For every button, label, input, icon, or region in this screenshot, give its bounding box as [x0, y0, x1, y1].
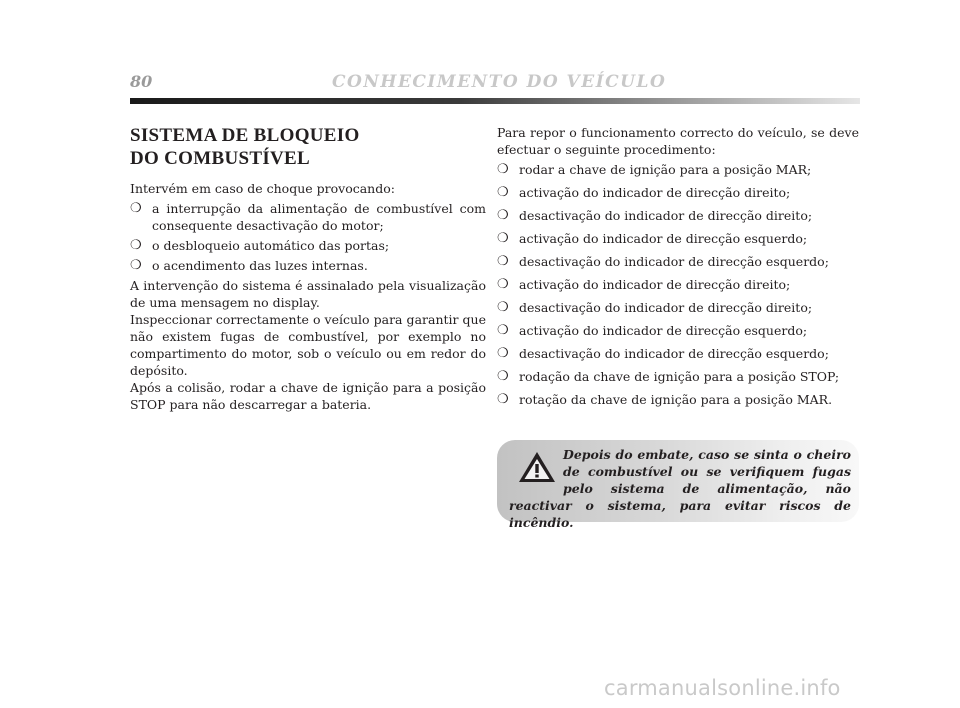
paragraph-display-message: A intervenção do sistema é assinalado pela visualização de uma mensagem no display. — [130, 278, 486, 310]
list-item — [497, 276, 859, 293]
bullet-circle-icon: ❍ — [497, 300, 509, 315]
section-title-line-1: SISTEMA DE BLOQUEIO — [130, 125, 360, 146]
watermark: carmanualsonline.info — [604, 676, 841, 700]
list-item — [497, 230, 859, 247]
list-item — [130, 257, 486, 274]
paragraph-inspection: Inspeccionar correctamente o veículo para garantir que não existem fugas de combustível, por exemplo no compartimento do motor, sob o veículo ou em redor do depósito. — [130, 312, 486, 378]
list-item — [497, 391, 859, 408]
list-item — [497, 368, 859, 385]
warning-text-block — [509, 446, 851, 531]
warning-text: Depois do embate, caso se sinta o cheiro de combustível ou se verifiquem fugas pelo sistema de alimentação, não reactivar o sistema, para evitar riscos de incêndio. — [509, 447, 851, 530]
bullet-circle-icon: ❍ — [497, 323, 509, 338]
paragraph-after-collision: Após a colisão, rodar a chave de ignição para a posição STOP para não descarregar a bateria. — [130, 380, 486, 412]
list-item-text: rotação da chave de ignição para a posição MAR. — [519, 392, 833, 407]
list-item-text: rodar a chave de ignição para a posição MAR; — [519, 162, 812, 177]
list-item-text: desactivação do indicador de direcção direito; — [519, 208, 813, 223]
bullet-circle-icon: ❍ — [497, 231, 509, 246]
header-rule — [130, 98, 860, 104]
left-column — [130, 124, 486, 413]
procedure-steps-list — [497, 161, 859, 408]
bullet-circle-icon: ❍ — [497, 254, 509, 269]
effects-list — [130, 200, 486, 274]
list-item-text: activação do indicador de direcção esquerdo; — [519, 231, 808, 246]
page-header — [130, 64, 860, 104]
bullet-circle-icon: ❍ — [130, 201, 142, 216]
bullet-circle-icon: ❍ — [130, 258, 142, 273]
bullet-circle-icon: ❍ — [497, 346, 509, 361]
section-title-line-2: DO COMBUSTÍVEL — [130, 148, 310, 169]
list-item — [497, 161, 859, 178]
warning-box — [497, 440, 859, 530]
list-item — [497, 345, 859, 362]
bullet-circle-icon: ❍ — [497, 277, 509, 292]
right-column — [497, 124, 859, 414]
list-item — [497, 207, 859, 224]
list-item-text: rodação da chave de ignição para a posição STOP; — [519, 369, 840, 384]
bullet-circle-icon: ❍ — [497, 392, 509, 407]
section-title — [130, 124, 486, 170]
bullet-circle-icon: ❍ — [497, 369, 509, 384]
list-item — [497, 322, 859, 339]
page-number: 80 — [130, 72, 153, 91]
list-item-text: desactivação do indicador de direcção esquerdo; — [519, 254, 829, 269]
list-item-text: o desbloqueio automático das portas; — [152, 238, 390, 253]
list-item — [497, 184, 859, 201]
chapter-title: CONHECIMENTO DO VEÍCULO — [332, 72, 667, 92]
list-item-text: desactivação do indicador de direcção esquerdo; — [519, 346, 829, 361]
list-item-text: activação do indicador de direcção direito; — [519, 185, 791, 200]
bullet-circle-icon: ❍ — [497, 208, 509, 223]
list-item — [497, 253, 859, 270]
bullet-circle-icon: ❍ — [497, 185, 509, 200]
list-item-text: activação do indicador de direcção direito; — [519, 277, 791, 292]
list-item — [130, 200, 486, 234]
intro-text: Intervém em caso de choque provocando: — [130, 181, 395, 196]
list-item-text: activação do indicador de direcção esquerdo; — [519, 323, 808, 338]
list-item-text: a interrupção da alimentação de combustível com consequente desactivação do motor; — [152, 201, 486, 233]
list-item — [497, 299, 859, 316]
procedure-intro: Para repor o funcionamento correcto do veículo, se deve efectuar o seguinte procedimento: — [497, 125, 859, 157]
bullet-circle-icon: ❍ — [497, 162, 509, 177]
list-item — [130, 237, 486, 254]
list-item-text: o acendimento das luzes internas. — [152, 258, 368, 273]
bullet-circle-icon: ❍ — [130, 238, 142, 253]
list-item-text: desactivação do indicador de direcção direito; — [519, 300, 813, 315]
